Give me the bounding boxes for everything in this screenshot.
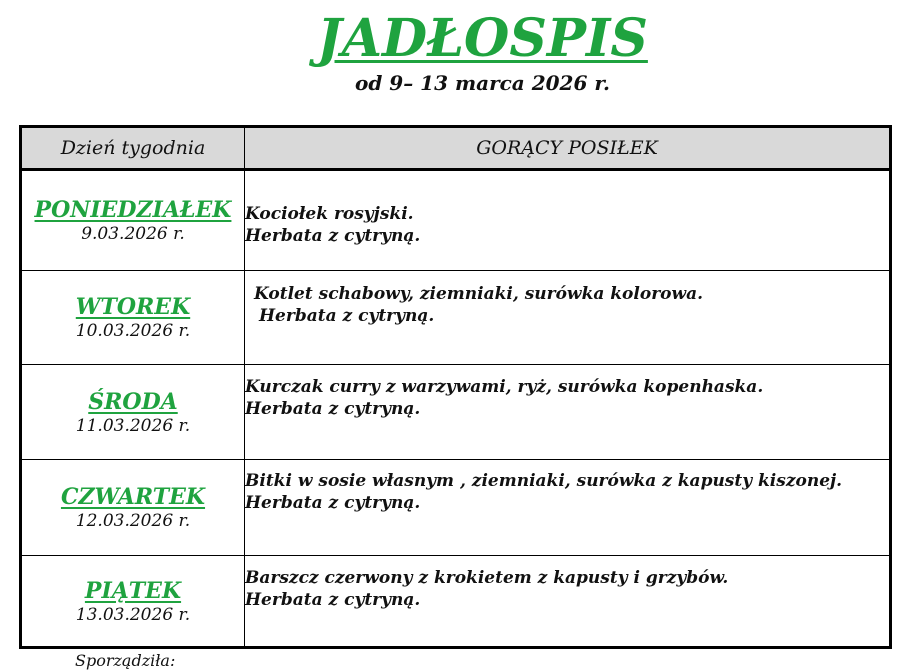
day-cell bbox=[21, 556, 245, 648]
day-cell bbox=[21, 170, 245, 271]
page-title: JADŁOSPIS bbox=[317, 8, 648, 69]
meal-cell bbox=[245, 556, 891, 648]
day-date: 11.03.2026 r. bbox=[75, 415, 191, 436]
day-name: CZWARTEK bbox=[60, 484, 206, 510]
day-date: 12.03.2026 r. bbox=[75, 511, 191, 531]
day-name: PONIEDZIAŁEK bbox=[34, 197, 232, 223]
meal-drink: Herbata z cytryną. bbox=[245, 399, 421, 419]
meal-dish: Kotlet schabowy, ziemniaki, surówka kolorowa. bbox=[254, 284, 704, 304]
table-row bbox=[21, 271, 891, 365]
meal-drink: Herbata z cytryną. bbox=[245, 493, 421, 513]
column-header-meal: GORĄCY POSIŁEK bbox=[245, 127, 891, 170]
meal-dish: Kociołek rosyjski. bbox=[245, 204, 414, 224]
meal-cell bbox=[245, 271, 891, 365]
meal-drink: Herbata z cytryną. bbox=[245, 590, 421, 610]
day-name: WTOREK bbox=[75, 294, 191, 320]
table-row bbox=[21, 170, 891, 271]
day-date: 13.03.2026 r. bbox=[75, 604, 191, 625]
menu-table bbox=[19, 125, 892, 649]
table-row bbox=[21, 365, 891, 460]
meal-cell bbox=[245, 170, 891, 271]
table-row bbox=[21, 556, 891, 648]
day-cell bbox=[21, 271, 245, 365]
day-date: 10.03.2026 r. bbox=[75, 321, 191, 341]
meal-drink: Herbata z cytryną. bbox=[259, 306, 435, 326]
table-header-row bbox=[21, 127, 891, 170]
day-name: PIĄTEK bbox=[84, 577, 182, 604]
day-cell bbox=[21, 460, 245, 556]
prepared-by-label: Sporządziła: bbox=[75, 651, 176, 670]
meal-dish: Kurczak curry z warzywami, ryż, surówka kopenhaska. bbox=[245, 377, 764, 397]
meal-dish: Bitki w sosie własnym , ziemniaki, surówka z kapusty kiszonej. bbox=[245, 471, 843, 491]
meal-cell bbox=[245, 460, 891, 556]
column-header-day: Dzień tygodnia bbox=[21, 127, 245, 170]
date-range-subtitle: od 9– 13 marca 2026 r. bbox=[354, 71, 610, 95]
meal-cell bbox=[245, 365, 891, 460]
meal-drink: Herbata z cytryną. bbox=[245, 226, 421, 246]
table-row bbox=[21, 460, 891, 556]
meal-dish: Barszcz czerwony z krokietem z kapusty i grzybów. bbox=[245, 568, 729, 588]
day-cell bbox=[21, 365, 245, 460]
day-date: 9.03.2026 r. bbox=[81, 224, 185, 244]
day-name: ŚRODA bbox=[88, 388, 178, 415]
